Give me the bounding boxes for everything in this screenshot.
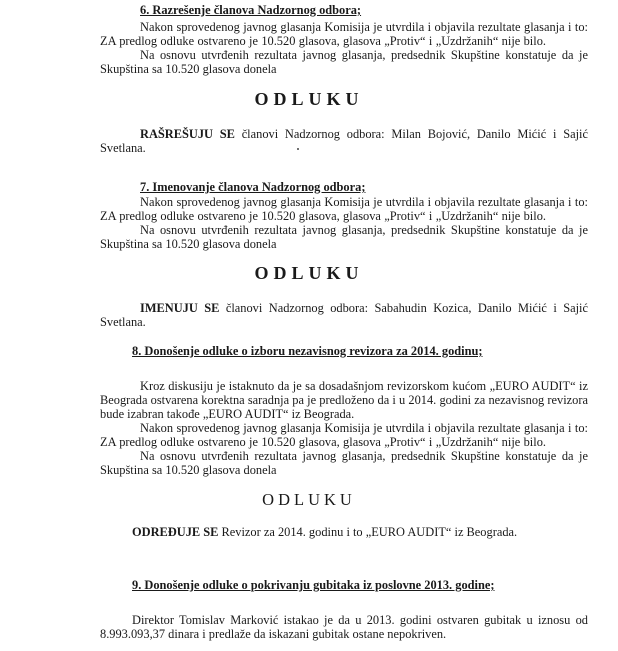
section-6-conclusion-text: Na osnovu utvrđenih rezultata javnog glasanja, predsednik Skupštine konstatuje da je: [140, 48, 588, 62]
section-7-voting-text: Nakon sprovedenog javnog glasanja Komisija je utvrdila i objavila rezultate glasanja i to:: [140, 195, 588, 209]
section-7-conclusion-text: Na osnovu utvrđenih rezultata javnog glasanja, predsednik Skupštine konstatuje da je: [140, 223, 588, 237]
section-7-conclusion-text-end: Skupština sa 10.520 glasova donela: [100, 237, 277, 251]
section-7-decision-text-end: Svetlana.: [100, 315, 146, 329]
section-8-result-text: ZA predlog odluke ostvareno je 10.520 glasova, glasova „Protiv“ i „Uzdržanih“ nije bilo.: [100, 435, 546, 449]
section-7-decision-title: ODLUKU: [254, 263, 364, 283]
section-8-discussion-text-3: bude izabran takođe „EURO AUDIT“ iz Beograda.: [100, 407, 355, 421]
section-6-result-text: ZA predlog odluke ostvareno je 10.520 glasova, glasova „Protiv“ i „Uzdržanih“ nije bilo.: [100, 34, 546, 48]
section-8-conclusion-text: Na osnovu utvrđenih rezultata javnog glasanja, predsednik Skupštine konstatuje da je: [140, 449, 588, 463]
scan-speck: [297, 148, 299, 150]
section-7-decision-text: [140, 302, 588, 315]
section-6-decision-text: [140, 128, 588, 141]
section-8-decision-title: ODLUKU: [262, 490, 356, 509]
section-8-decision-body: Revizor za 2014. godinu i to „EURO AUDIT“ iz Beograda.: [221, 525, 518, 539]
section-8-discussion-text: Kroz diskusiju je istaknuto da je sa dosadašnjom revizorskom kućom „EURO AUDIT“ iz: [140, 379, 588, 393]
section-8-discussion-text-2: Beograda ostvarena korektna saradnja pa je predloženo da i u 2014. godini za nezavisnog revizora: [100, 393, 588, 407]
section-7-heading: 7. Imenovanje članova Nadzornog odbora;: [140, 180, 366, 194]
section-9-discussion-text-2: 8.993.093,37 dinara i predlaže da iskazani gubitak ostane nepokriven.: [100, 627, 447, 641]
section-6-conclusion-text-end: Skupština sa 10.520 glasova donela: [100, 62, 277, 76]
section-6-voting-text: Nakon sprovedenog javnog glasanja Komisija je utvrdila i objavila rezultate glasanja i to:: [140, 20, 588, 34]
section-8-conclusion-text-end: Skupština sa 10.520 glasova donela: [100, 463, 277, 477]
section-9-heading: 9. Donošenje odluke o pokrivanju gubitaka iz poslovne 2013. godine;: [132, 578, 495, 592]
section-6-decision-text-end: Svetlana.: [100, 141, 146, 155]
section-7-decision-keyword: IMENUJU SE: [140, 301, 220, 315]
section-6-decision-title: ODLUKU: [254, 89, 364, 109]
section-8-decision-text: [132, 526, 517, 539]
section-7-result-text: ZA predlog odluke ostvareno je 10.520 glasova, glasova „Protiv“ i „Uzdržanih“ nije bilo.: [100, 209, 546, 223]
section-7-decision-body: članovi Nadzornog odbora: Sabahudin Kozica, Danilo Mićić i Sajić: [225, 301, 588, 315]
section-8-decision-keyword: ODREĐUJE SE: [132, 525, 219, 539]
section-9-discussion-text: Direktor Tomislav Marković istakao je da u 2013. godini ostvaren gubitak u iznosu od: [132, 613, 588, 627]
section-6-decision-keyword: RAŠREŠUJU SE: [140, 127, 235, 141]
section-6-decision-body: članovi Nadzornog odbora: Milan Bojović, Danilo Mićić i Sajić: [241, 127, 588, 141]
section-6-heading: 6. Razrešenje članova Nadzornog odbora;: [140, 3, 362, 17]
section-8-voting-text: Nakon sprovedenog javnog glasanja Komisija je utvrdila i objavila rezultate glasanja i to:: [140, 421, 588, 435]
section-8-heading: 8. Donošenje odluke o izboru nezavisnog revizora za 2014. godinu;: [132, 344, 483, 358]
